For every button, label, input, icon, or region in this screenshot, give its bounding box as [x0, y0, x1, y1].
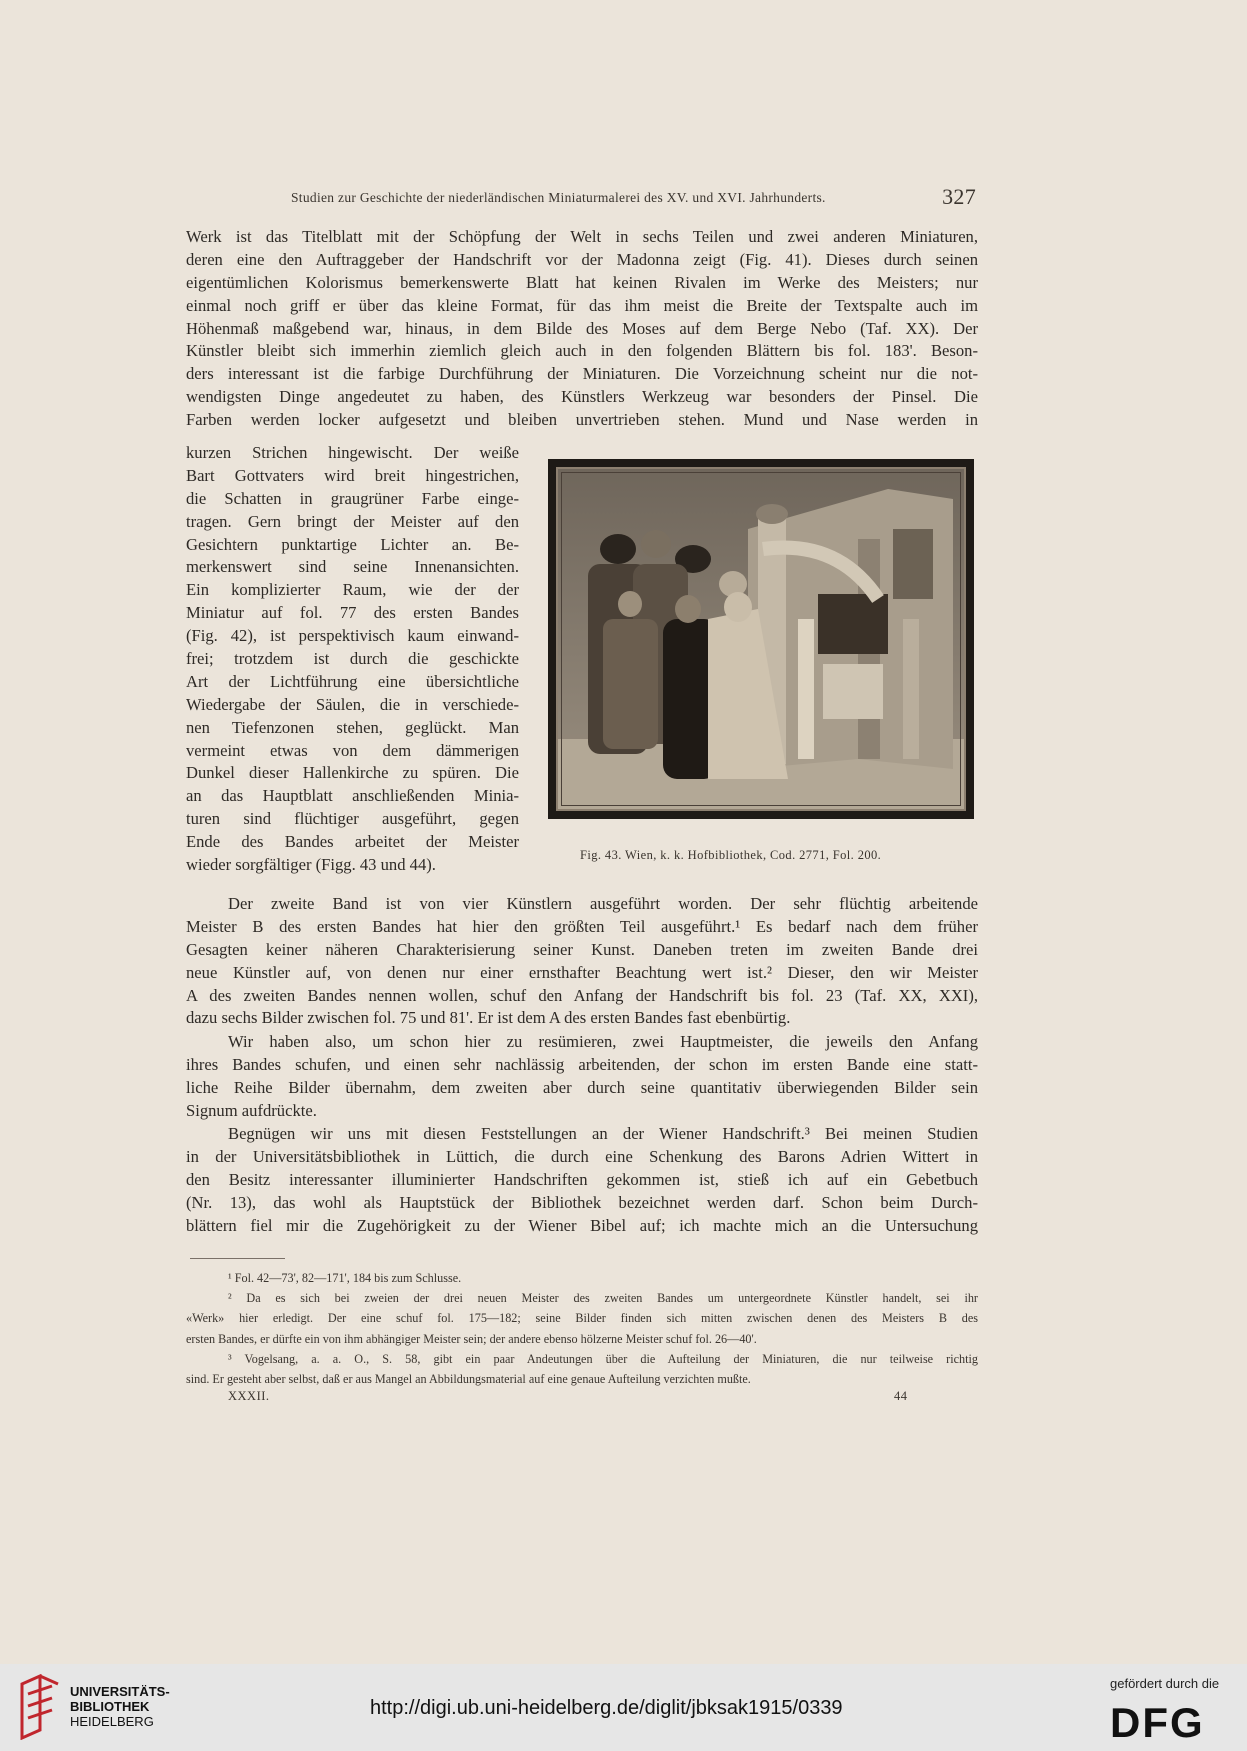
text-line: Gesichtern punktartige Lichter an. Be- — [186, 534, 519, 554]
ub-heidelberg-logo-icon — [14, 1674, 64, 1740]
text-line: blättern fiel mir die Zugehörigkeit zu der Wiener Bibel auf; ich machte mich an die Untersuchung — [186, 1215, 978, 1235]
paragraph-4 — [186, 1123, 978, 1237]
signature-sheet: 44 — [894, 1389, 908, 1403]
text-line: Meister B des ersten Bandes hat hier den größten Teil ausgeführt.¹ Es bedarf nach dem früher — [186, 916, 978, 936]
running-head-title: Studien zur Geschichte der niederländischen Miniaturmalerei des XV. und XVI. Jahrhunderts. — [291, 190, 826, 205]
text-line: Begnügen wir uns mit diesen Feststellungen an der Wiener Handschrift.³ Bei meinen Studien — [228, 1124, 978, 1143]
library-line: BIBLIOTHEK — [70, 1699, 150, 1714]
text-line: (Fig. 42), ist perspektivisch kaum einwand- — [186, 626, 519, 646]
digitization-footer — [0, 1664, 1247, 1751]
footnote-rule — [190, 1258, 285, 1259]
footnote: ³ Vogelsang, a. a. O., S. 58, gibt ein paar Andeutungen über die Aufteilung der Miniaturen, die nur teilweise richtig — [228, 1351, 978, 1366]
paragraph-3 — [186, 1031, 978, 1123]
text-line: die Schatten in graugrüner Farbe einge- — [186, 488, 519, 508]
page-number: 327 — [942, 184, 976, 209]
paragraph-2 — [186, 893, 978, 1030]
text-line: einmal noch griff er über das kleine Format, für das ihm meist die Breite der Textspalte auch im — [186, 295, 978, 315]
footnote: ¹ Fol. 42—73', 82—171', 184 bis zum Schlusse. — [228, 1271, 462, 1285]
text-line: wieder sorgfältiger (Figg. 43 und 44). — [186, 855, 436, 875]
text-line: Miniatur auf fol. 77 des ersten Bandes — [186, 603, 519, 623]
text-line: Wir haben also, um schon hier zu resümieren, zwei Hauptmeister, die jeweils den Anfang — [228, 1032, 978, 1051]
text-line: in der Universitätsbibliothek in Lüttich, die durch eine Schenkung des Barons Adrien Wittert in — [186, 1146, 978, 1166]
text-line: Künstler bleibt sich immerhin ziemlich gleich auch in den folgenden Blättern bis fol. 183'. Beson- — [186, 341, 978, 361]
text-line: Der zweite Band ist von vier Künstlern ausgeführt worden. Der sehr flüchtig arbeitende — [228, 894, 978, 913]
text-line: Dunkel dieser Hallenkirche zu spüren. Die — [186, 763, 519, 783]
miniature-image — [556, 467, 966, 811]
text-line: neue Künstler auf, von denen nur einer ernsthafter Beachtung wert ist.² Dieser, den wir Meister — [186, 962, 978, 982]
text-line: an das Hauptblatt anschließenden Minia- — [186, 786, 519, 806]
text-line: Signum aufdrückte. — [186, 1100, 317, 1120]
library-name — [70, 1684, 170, 1729]
text-line: deren eine den Auftraggeber der Handschrift vor der Madonna zeigt (Fig. 41). Dieses durch seinen — [186, 249, 978, 269]
permalink-url[interactable]: http://digi.ub.uni-heidelberg.de/diglit/jbksak1915/0339 — [370, 1697, 843, 1719]
text-line: Farben werden locker aufgesetzt und bleiben unvertrieben stehen. Mund und Nase werden in — [186, 410, 978, 430]
text-line: ders interessant ist die farbige Durchführung der Miniaturen. Die Vorzeichnung scheint nur die not- — [186, 364, 978, 384]
text-line: Ende des Bandes arbeitet der Meister — [186, 832, 519, 852]
miniature-figure — [548, 459, 974, 819]
dfg-logo: DFG — [1110, 1699, 1205, 1746]
paragraph-1-full — [186, 226, 978, 432]
signature-volume: XXXII. — [228, 1389, 270, 1403]
text-line: frei; trotzdem ist durch die geschickte — [186, 649, 519, 669]
text-line: wendigsten Dinge angedeutet zu haben, des Künstlers Werkzeug war besonders der Pinsel. Die — [186, 387, 978, 407]
funded-by-label: gefördert durch die — [1110, 1676, 1220, 1691]
text-line: vermeint etwas von dem dämmerigen — [186, 740, 519, 760]
text-line: Wiedergabe der Säulen, die in verschiede- — [186, 694, 519, 714]
library-line: HEIDELBERG — [70, 1714, 154, 1729]
text-line: den Besitz interessanter illuminierter Handschriften gekommen ist, stieß ich auf ein Gebetbuch — [186, 1169, 978, 1189]
text-line: A des zweiten Bandes nennen wollen, schuf den Anfang der Handschrift bis fol. 23 (Taf. XX, XXI), — [186, 985, 978, 1005]
text-line: Bart Gottvaters wird breit hingestrichen, — [186, 465, 519, 485]
text-line: dazu sechs Bilder zwischen fol. 75 und 81'. Er ist dem A des ersten Bandes fast ebenbürtig. — [186, 1008, 791, 1028]
text-line: ihres Bandes schufen, und einen sehr nachlässig arbeitenden, der schon im ersten Bande eine statt- — [186, 1054, 978, 1074]
text-line: liche Reihe Bilder übernahm, dem zweiten aber durch seine quantitativ überwiegenden Bilder sein — [186, 1077, 978, 1097]
footnote-cont: «Werk» hier erledigt. Der eine schuf fol. 175—182; seine Bilder finden sich mitten zwischen denen des Meisters B des — [186, 1311, 978, 1326]
text-line: Ein komplizierter Raum, wie der der — [186, 580, 519, 600]
text-line: Art der Lichtführung eine übersichtliche — [186, 671, 519, 691]
paragraph-1-narrow — [186, 442, 519, 877]
text-line: eigentümlichen Kolorismus bemerkenswerte Blatt hat keinen Rivalen im Werke des Meisters; nur — [186, 272, 978, 292]
text-line: nen Tiefenzonen stehen, geglückt. Man — [186, 717, 519, 737]
text-line: Höhenmaß maßgebend war, hinaus, in dem Bilde des Moses auf dem Berge Nebo (Taf. XX). Der — [186, 318, 978, 338]
text-line: turen sind flüchtiger ausgeführt, gegen — [186, 809, 519, 829]
footnotes — [186, 1268, 978, 1389]
text-line: Werk ist das Titelblatt mit der Schöpfung der Welt in sechs Teilen und zwei anderen Miniaturen, — [186, 227, 978, 246]
text-line: (Nr. 13), das wohl als Hauptstück der Bibliothek bezeichnet werden darf. Schon beim Durch- — [186, 1192, 978, 1212]
figure-caption: Fig. 43. Wien, k. k. Hofbibliothek, Cod. 2771, Fol. 200. — [580, 848, 882, 862]
footnote: ² Da es sich bei zweien der drei neuen Meister des zweiten Bandes um untergeordnete Künstler handelt, sei ihr — [228, 1291, 978, 1306]
text-line: kurzen Strichen hingewischt. Der weiße — [186, 443, 519, 462]
text-line: merkenswert sind seine Innenansichten. — [186, 557, 519, 577]
text-line: tragen. Gern bringt der Meister auf den — [186, 511, 519, 531]
footnote-cont: ersten Bandes, er dürfte ein von ihm abhängiger Meister sein; der andere ebenso hölzerne Meister schuf fol. 26—40'. — [186, 1331, 757, 1346]
footnote-cont: sind. Er gesteht aber selbst, daß er aus Mangel an Abbildungsmaterial auf eine genaue Aufteilung verzichten mußte. — [186, 1371, 751, 1386]
library-line: UNIVERSITÄTS- — [70, 1684, 170, 1699]
text-line: Gesagten keiner näheren Charakterisierung seiner Kunst. Daneben treten im zweiten Bande drei — [186, 939, 978, 959]
